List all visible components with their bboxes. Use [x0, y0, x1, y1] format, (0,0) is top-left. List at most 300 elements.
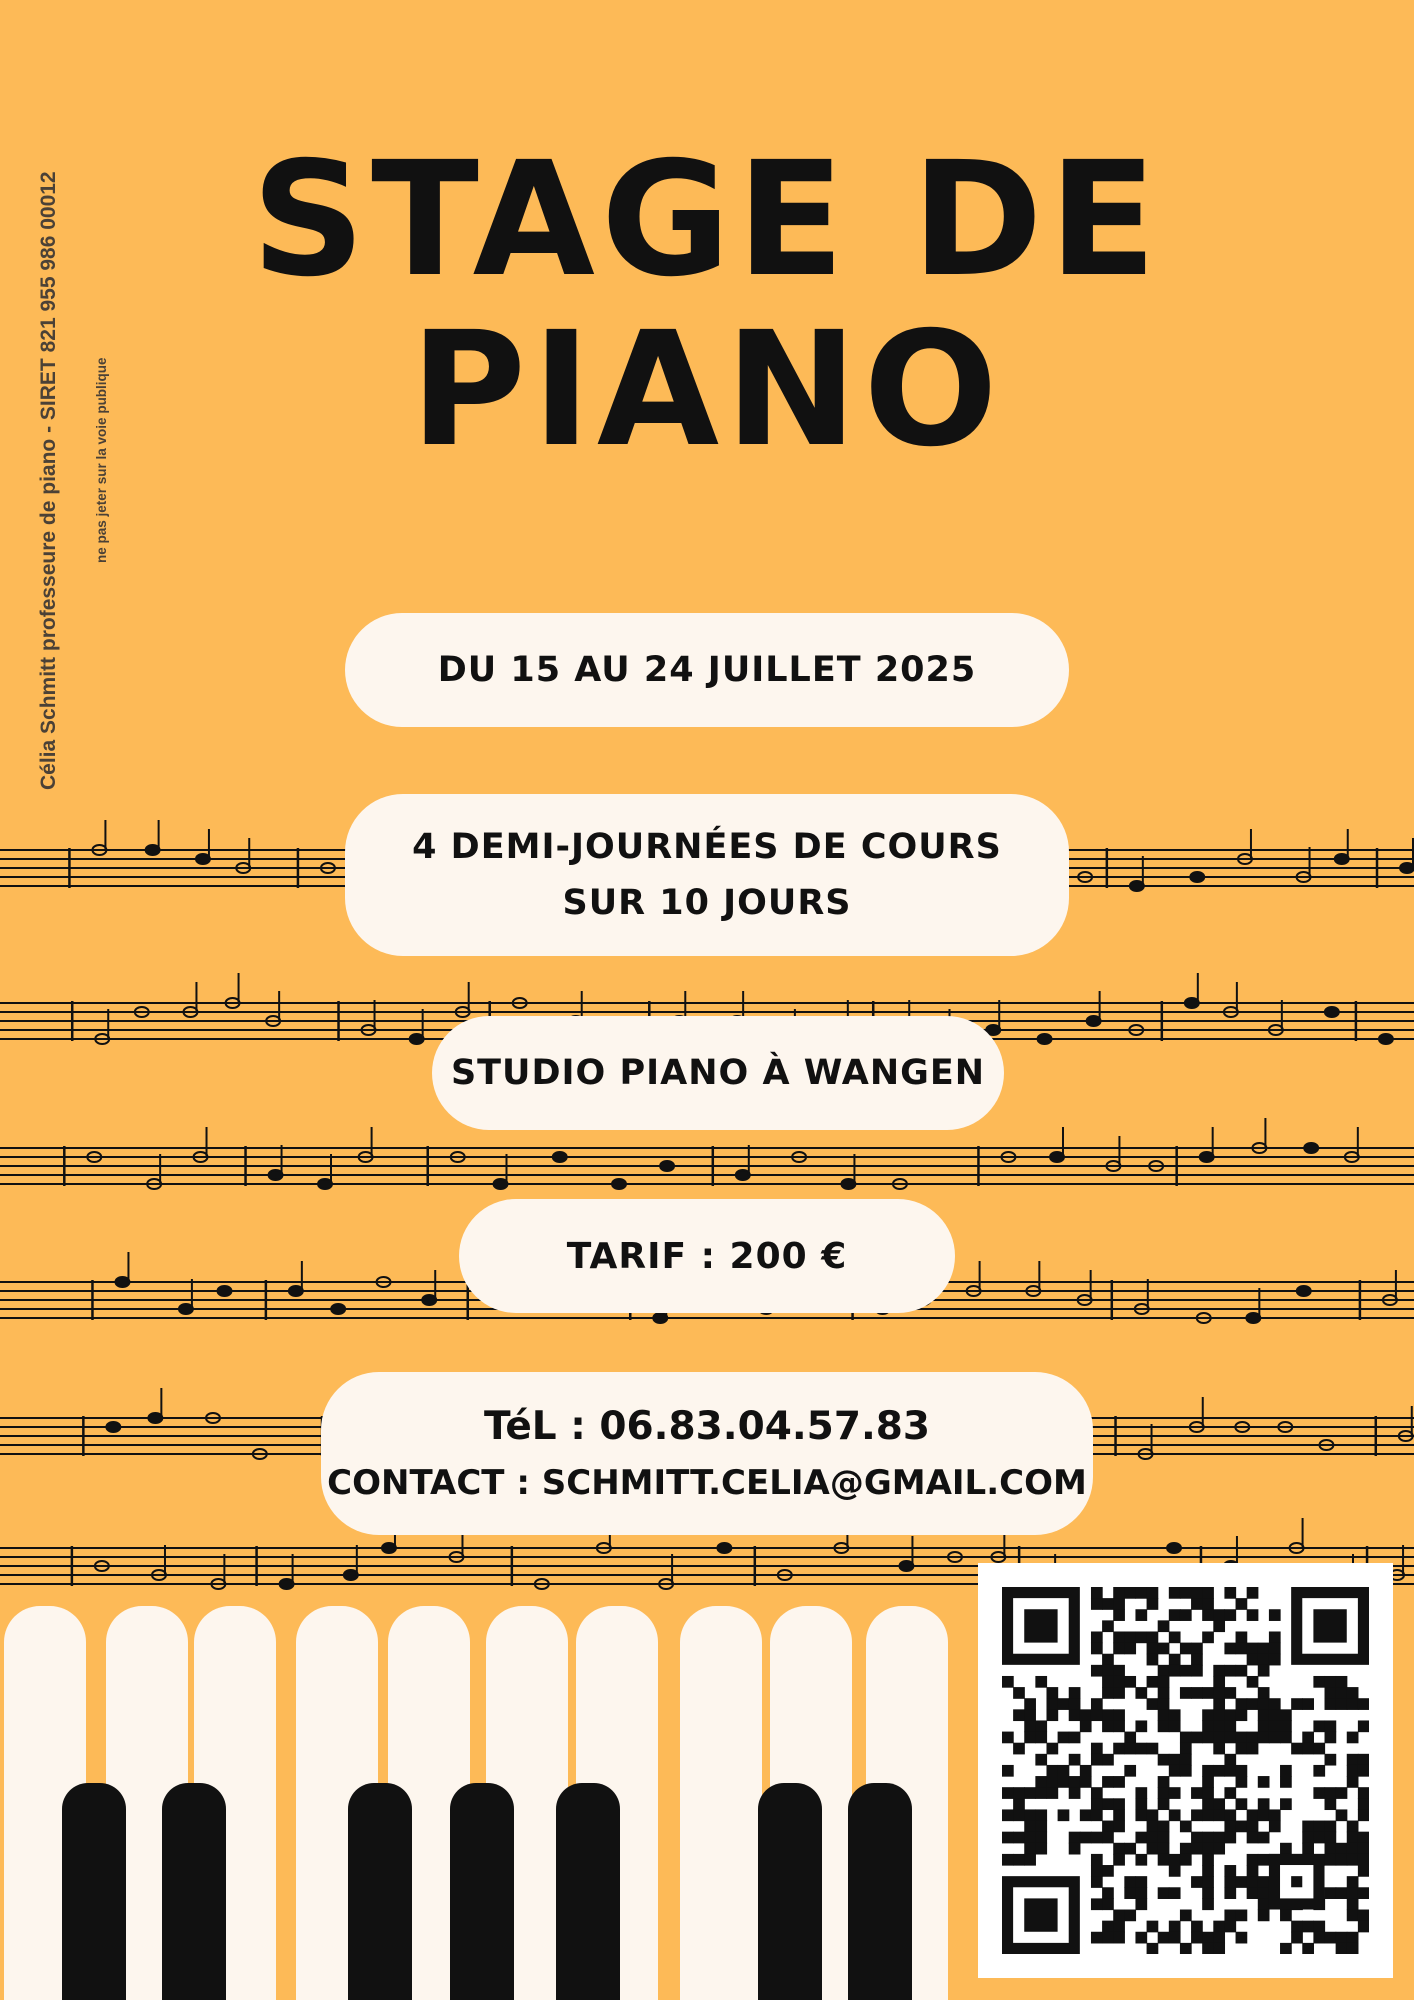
qr-module	[1180, 1609, 1192, 1621]
qr-module	[1202, 1776, 1214, 1788]
qr-module	[1336, 1854, 1348, 1866]
qr-module	[1247, 1643, 1259, 1655]
qr-module	[1147, 1809, 1159, 1821]
qr-module	[1035, 1832, 1047, 1844]
qr-module	[1169, 1865, 1181, 1877]
qr-module	[1113, 1932, 1125, 1944]
qr-module	[1336, 1687, 1348, 1699]
qr-module	[1325, 1821, 1337, 1833]
qr-module	[1024, 1698, 1036, 1710]
piano-black-key	[348, 1783, 412, 2000]
qr-module	[1347, 1843, 1359, 1855]
qr-module	[1313, 1932, 1325, 1944]
qr-module	[1213, 1687, 1225, 1699]
qr-module	[1102, 1932, 1114, 1944]
qr-module	[1158, 1698, 1170, 1710]
music-note	[1335, 854, 1349, 864]
qr-module	[1236, 1798, 1248, 1810]
qr-module	[1247, 1654, 1259, 1666]
qr-module	[1202, 1876, 1214, 1888]
qr-module	[1147, 1832, 1159, 1844]
qr-module	[1213, 1732, 1225, 1744]
qr-module	[1102, 1832, 1114, 1844]
music-note	[553, 1152, 567, 1162]
qr-module	[1258, 1832, 1270, 1844]
qr-module	[1180, 1854, 1192, 1866]
qr-module	[1313, 1720, 1325, 1732]
qr-module	[1113, 1809, 1125, 1821]
qr-module	[1069, 1843, 1081, 1855]
music-note	[280, 1579, 294, 1589]
qr-module	[1258, 1665, 1270, 1677]
qr-module	[1169, 1787, 1181, 1799]
qr-module	[1169, 1665, 1181, 1677]
qr-module	[1325, 1887, 1337, 1899]
qr-module	[1091, 1754, 1103, 1766]
qr-module	[1113, 1609, 1125, 1621]
qr-module	[1213, 1832, 1225, 1844]
qr-module	[1202, 1732, 1214, 1744]
sessions-line-2: SUR 10 JOURS	[562, 883, 852, 923]
qr-module	[1158, 1754, 1170, 1766]
qr-module	[1325, 1932, 1337, 1944]
qr-module	[1325, 1843, 1337, 1855]
qr-module	[1347, 1754, 1359, 1766]
qr-module	[1102, 1754, 1114, 1766]
qr-module	[1002, 1787, 1014, 1799]
qr-module	[1102, 1687, 1114, 1699]
qr-module	[1191, 1787, 1203, 1799]
qr-module	[1135, 1743, 1147, 1755]
qr-module	[1280, 1798, 1292, 1810]
qr-module	[1024, 1832, 1036, 1844]
qr-module	[1258, 1887, 1270, 1899]
qr-module	[1202, 1809, 1214, 1821]
qr-module	[1135, 1887, 1147, 1899]
qr-module	[1236, 1876, 1248, 1888]
location-pill	[432, 1016, 1004, 1130]
qr-module	[1147, 1598, 1159, 1610]
qr-module	[1002, 1765, 1014, 1777]
qr-module	[1191, 1732, 1203, 1744]
qr-module	[1236, 1821, 1248, 1833]
qr-module	[1258, 1698, 1270, 1710]
qr-module	[1013, 1709, 1025, 1721]
qr-module	[1169, 1765, 1181, 1777]
qr-module	[1347, 1821, 1359, 1833]
qr-module	[1224, 1643, 1236, 1655]
qr-align-center	[1291, 1876, 1302, 1887]
qr-module	[1358, 1787, 1369, 1799]
qr-module	[1336, 1932, 1348, 1944]
music-note	[331, 1304, 345, 1314]
qr-module	[1135, 1932, 1147, 1944]
qr-module	[1202, 1631, 1214, 1643]
qr-module	[1113, 1720, 1125, 1732]
qr-module	[1013, 1687, 1025, 1699]
music-note	[196, 854, 210, 864]
qr-module	[1224, 1732, 1236, 1744]
music-note	[422, 1295, 436, 1305]
price-pill	[459, 1199, 955, 1313]
qr-module	[1102, 1776, 1114, 1788]
music-note	[179, 1304, 193, 1314]
qr-module	[1113, 1631, 1125, 1643]
qr-module	[1313, 1921, 1325, 1933]
qr-module	[1069, 1698, 1081, 1710]
title-line-1: STAGE DE	[251, 128, 1163, 312]
music-note	[1304, 1143, 1318, 1153]
qr-module	[1236, 1743, 1248, 1755]
qr-module	[1224, 1787, 1236, 1799]
qr-module	[1224, 1609, 1236, 1621]
piano-black-key	[450, 1783, 514, 2000]
qr-module	[1325, 1687, 1337, 1699]
qr-module	[1135, 1809, 1147, 1821]
qr-module	[1035, 1720, 1047, 1732]
qr-module	[1291, 1932, 1303, 1944]
qr-module	[1102, 1620, 1114, 1632]
qr-module	[1347, 1943, 1359, 1954]
qr-module	[1147, 1643, 1159, 1655]
qr-module	[1224, 1665, 1236, 1677]
qr-module	[1091, 1798, 1103, 1810]
music-note	[1325, 1007, 1339, 1017]
qr-module	[1058, 1765, 1070, 1777]
music-note	[344, 1570, 358, 1580]
qr-module	[1024, 1732, 1036, 1744]
qr-module	[1135, 1687, 1147, 1699]
qr-module	[1302, 1732, 1314, 1744]
qr-module	[1302, 1698, 1314, 1710]
qr-module	[1191, 1598, 1203, 1610]
qr-module	[1091, 1631, 1103, 1643]
qr-module	[1236, 1698, 1248, 1710]
qr-module	[1224, 1887, 1236, 1899]
music-note	[660, 1161, 674, 1171]
qr-module	[1247, 1854, 1259, 1866]
qr-module	[1046, 1687, 1058, 1699]
qr-module	[1180, 1910, 1192, 1922]
qr-module	[1046, 1698, 1058, 1710]
qr-module	[1213, 1932, 1225, 1944]
qr-module	[1135, 1609, 1147, 1621]
qr-module	[1358, 1754, 1369, 1766]
qr-module	[1224, 1876, 1236, 1888]
qr-module	[1291, 1698, 1303, 1710]
qr-module	[1147, 1843, 1159, 1855]
qr-module	[1213, 1809, 1225, 1821]
qr-module	[1124, 1643, 1136, 1655]
qr-module	[1135, 1587, 1147, 1599]
qr-module	[1135, 1876, 1147, 1888]
qr-module	[1080, 1765, 1092, 1777]
qr-module	[1169, 1609, 1181, 1621]
qr-module	[1113, 1843, 1125, 1855]
qr-module	[1258, 1720, 1270, 1732]
qr-module	[1147, 1943, 1159, 1954]
qr-module	[1247, 1609, 1259, 1621]
dates-pill	[345, 613, 1069, 727]
music-note	[1190, 872, 1204, 882]
qr-finder-center	[1313, 1609, 1346, 1642]
qr-module	[1158, 1720, 1170, 1732]
qr-module	[1213, 1709, 1225, 1721]
qr-module	[1035, 1821, 1047, 1833]
qr-module	[1024, 1821, 1036, 1833]
music-note	[1038, 1034, 1052, 1044]
qr-module	[1213, 1843, 1225, 1855]
qr-module	[1124, 1587, 1136, 1599]
qr-module	[1358, 1809, 1369, 1821]
qr-module	[1280, 1709, 1292, 1721]
qr-module	[1280, 1943, 1292, 1954]
qr-module	[1169, 1720, 1181, 1732]
qr-module	[1191, 1843, 1203, 1855]
qr-module	[1213, 1720, 1225, 1732]
qr-module	[1269, 1732, 1281, 1744]
qr-module	[1302, 1943, 1314, 1954]
qr-module	[1347, 1854, 1359, 1866]
qr-module	[1347, 1832, 1359, 1844]
music-note	[269, 1170, 283, 1180]
music-note	[1297, 1286, 1311, 1296]
qr-module	[1347, 1732, 1359, 1744]
music-note	[1185, 998, 1199, 1008]
qr-module	[1269, 1631, 1281, 1643]
qr-module	[1113, 1910, 1125, 1922]
qr-module	[1013, 1743, 1025, 1755]
qr-module	[1102, 1798, 1114, 1810]
qr-module	[1258, 1854, 1270, 1866]
qr-module	[1236, 1910, 1248, 1922]
qr-module	[1002, 1676, 1014, 1688]
qr-module	[1202, 1609, 1214, 1621]
qr-module	[1358, 1765, 1369, 1777]
qr-module	[1180, 1765, 1192, 1777]
price-text: TARIF : 200 €	[566, 1235, 848, 1277]
qr-module	[1269, 1609, 1281, 1621]
qr-module	[1024, 1843, 1036, 1855]
qr-module	[1336, 1887, 1348, 1899]
music-note	[1246, 1313, 1260, 1323]
qr-module	[1191, 1932, 1203, 1944]
qr-module	[1191, 1809, 1203, 1821]
qr-module	[1169, 1631, 1181, 1643]
qr-module	[1302, 1832, 1314, 1844]
qr-module	[1336, 1843, 1348, 1855]
qr-module	[1169, 1809, 1181, 1821]
qr-module	[1224, 1832, 1236, 1844]
qr-module	[1147, 1698, 1159, 1710]
qr-module	[1258, 1687, 1270, 1699]
qr-module	[1347, 1898, 1359, 1910]
qr-module	[1258, 1910, 1270, 1922]
qr-module	[1325, 1787, 1337, 1799]
qr-module	[1247, 1887, 1259, 1899]
qr-module	[1169, 1754, 1181, 1766]
qr-module	[1213, 1698, 1225, 1710]
qr-module	[1213, 1921, 1225, 1933]
music-note	[1050, 1152, 1064, 1162]
qr-code-panel	[978, 1563, 1393, 1978]
qr-module	[1213, 1943, 1225, 1954]
qr-module	[1224, 1720, 1236, 1732]
qr-module	[1124, 1910, 1136, 1922]
qr-module	[1158, 1643, 1170, 1655]
qr-module	[1058, 1698, 1070, 1710]
qr-module	[1135, 1854, 1147, 1866]
qr-module	[1247, 1832, 1259, 1844]
qr-module	[1135, 1787, 1147, 1799]
qr-module	[1347, 1887, 1359, 1899]
qr-module	[1358, 1910, 1369, 1922]
qr-module	[1213, 1620, 1225, 1632]
qr-module	[1269, 1698, 1281, 1710]
qr-module	[1313, 1765, 1325, 1777]
qr-module	[1258, 1898, 1270, 1910]
qr-module	[1202, 1832, 1214, 1844]
qr-module	[1124, 1843, 1136, 1855]
qr-module	[1158, 1687, 1170, 1699]
qr-module	[1069, 1776, 1081, 1788]
qr-module	[1280, 1910, 1292, 1922]
qr-module	[1135, 1832, 1147, 1844]
qr-module	[1158, 1932, 1170, 1944]
qr-module	[1191, 1654, 1203, 1666]
qr-code-icon	[1002, 1587, 1369, 1954]
qr-module	[1046, 1709, 1058, 1721]
qr-module	[1102, 1865, 1114, 1877]
music-note	[717, 1543, 731, 1553]
qr-module	[1291, 1921, 1303, 1933]
qr-module	[1258, 1654, 1270, 1666]
music-note	[1379, 1034, 1393, 1044]
qr-module	[1124, 1887, 1136, 1899]
qr-module	[1046, 1776, 1058, 1788]
qr-module	[1147, 1921, 1159, 1933]
qr-module	[1347, 1910, 1359, 1922]
qr-module	[1135, 1720, 1147, 1732]
qr-module	[1213, 1765, 1225, 1777]
qr-module	[1069, 1787, 1081, 1799]
qr-module	[1347, 1698, 1359, 1710]
qr-module	[1280, 1843, 1292, 1855]
qr-module	[1091, 1698, 1103, 1710]
qr-module	[1046, 1743, 1058, 1755]
qr-module	[1247, 1732, 1259, 1744]
qr-module	[1169, 1654, 1181, 1666]
qr-module	[1258, 1732, 1270, 1744]
qr-module	[1358, 1798, 1369, 1810]
qr-module	[1247, 1876, 1259, 1888]
qr-module	[1113, 1921, 1125, 1933]
qr-module	[1091, 1876, 1103, 1888]
qr-module	[1158, 1854, 1170, 1866]
qr-module	[1247, 1865, 1259, 1877]
music-note	[148, 1413, 162, 1423]
qr-module	[1158, 1709, 1170, 1721]
location-text: STUDIO PIANO À WANGEN	[450, 1053, 986, 1093]
qr-module	[1202, 1943, 1214, 1954]
qr-module	[1180, 1743, 1192, 1755]
qr-module	[1202, 1765, 1214, 1777]
piano-black-key	[758, 1783, 822, 2000]
qr-module	[1358, 1832, 1369, 1844]
qr-module	[1247, 1587, 1259, 1599]
qr-module	[1147, 1654, 1159, 1666]
qr-module	[1313, 1787, 1325, 1799]
qr-module	[1058, 1809, 1070, 1821]
qr-module	[1024, 1809, 1036, 1821]
qr-module	[1302, 1921, 1314, 1933]
qr-module	[1191, 1687, 1203, 1699]
qr-module	[1169, 1887, 1181, 1899]
qr-module	[1302, 1821, 1314, 1833]
qr-module	[1202, 1720, 1214, 1732]
qr-module	[1325, 1732, 1337, 1744]
qr-module	[1091, 1709, 1103, 1721]
qr-module	[1202, 1598, 1214, 1610]
qr-module	[1302, 1743, 1314, 1755]
qr-module	[1202, 1787, 1214, 1799]
qr-module	[1080, 1720, 1092, 1732]
music-note	[1400, 863, 1414, 873]
qr-module	[1269, 1720, 1281, 1732]
qr-module	[1091, 1665, 1103, 1677]
qr-module	[1124, 1743, 1136, 1755]
qr-module	[1325, 1676, 1337, 1688]
qr-module	[1102, 1598, 1114, 1610]
qr-module	[1102, 1709, 1114, 1721]
qr-module	[1113, 1665, 1125, 1677]
qr-module	[1336, 1676, 1348, 1688]
music-note	[1130, 881, 1144, 891]
qr-module	[1236, 1776, 1248, 1788]
qr-module	[1135, 1798, 1147, 1810]
music-note	[1200, 1152, 1214, 1162]
qr-module	[1347, 1876, 1359, 1888]
qr-module	[1035, 1809, 1047, 1821]
qr-module	[1247, 1821, 1259, 1833]
qr-module	[1258, 1798, 1270, 1810]
qr-module	[1035, 1787, 1047, 1799]
qr-module	[1113, 1798, 1125, 1810]
music-note	[736, 1170, 750, 1180]
qr-module	[1325, 1832, 1337, 1844]
qr-module	[1325, 1854, 1337, 1866]
qr-module	[1202, 1898, 1214, 1910]
qr-module	[1247, 1743, 1259, 1755]
qr-module	[1069, 1709, 1081, 1721]
qr-module	[1147, 1821, 1159, 1833]
qr-module	[1102, 1665, 1114, 1677]
qr-module	[1336, 1698, 1348, 1710]
qr-module	[1046, 1787, 1058, 1799]
qr-module	[1313, 1821, 1325, 1833]
qr-module	[1247, 1809, 1259, 1821]
music-note	[612, 1179, 626, 1189]
qr-module	[1147, 1631, 1159, 1643]
qr-module	[1325, 1798, 1337, 1810]
qr-module	[1191, 1876, 1203, 1888]
qr-module	[1124, 1631, 1136, 1643]
qr-module	[1202, 1854, 1214, 1866]
disposal-notice-text: ne pas jeter sur la voie publique	[94, 357, 109, 563]
qr-module	[1113, 1709, 1125, 1721]
qr-module	[1013, 1809, 1025, 1821]
qr-module	[1258, 1643, 1270, 1655]
